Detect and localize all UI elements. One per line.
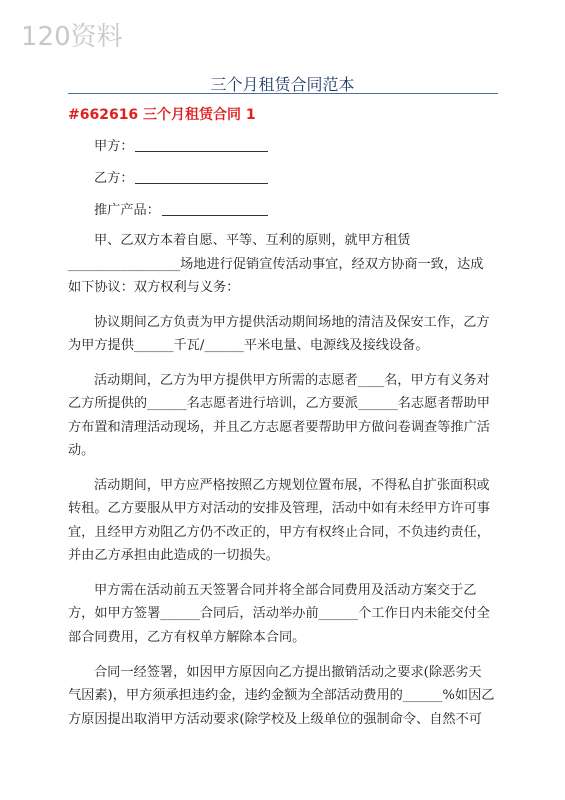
body-line: 方原因提出取消甲方活动要求(除学校及上级单位的强制命令、自然不可 — [68, 712, 482, 727]
watermark: 120资料 — [21, 22, 123, 52]
section-heading: #662616 三个月租赁合同 1 — [68, 107, 256, 123]
body-line: 动。 — [68, 443, 95, 458]
body-line: 活动期间，甲方应严格按照乙方规划位置布展，不得私自扩张面积或 — [94, 478, 490, 493]
body-line: 如下协议：双方权利与义务： — [68, 280, 240, 295]
body-line: 方，如甲方签署______合同后，活动举办前______个工作日内未能交付全 — [68, 606, 490, 621]
party-b-label: 乙方： — [94, 171, 134, 186]
body-line: 气因素)，甲方须承担违约金，违约金额为全部活动费用的______%如因乙 — [68, 688, 495, 703]
document-title: 三个月租赁合同范本 — [210, 75, 355, 94]
body-line: 方布置和清理活动现场，并且乙方志愿者要帮助甲方做问卷调查等推广活 — [68, 420, 490, 435]
body-line: 转租。乙方要服从甲方对活动的安排及管理，活动中如有未经甲方许可事 — [68, 501, 490, 516]
body-line: 并由乙方承担由此造成的一切损失。 — [68, 548, 279, 563]
product-blank — [162, 215, 268, 216]
body-line: 甲、乙双方本着自愿、平等、互利的原则，就甲方租赁 — [94, 233, 411, 248]
party-b-blank — [135, 183, 268, 184]
body-line: 协议期间乙方负责为甲方提供活动期间场地的清洁及保安工作，乙方 — [94, 315, 490, 330]
body-line: 合同一经签署，如因甲方原因向乙方提出撤销活动之要求(除恶劣天 — [94, 665, 482, 680]
party-a-label: 甲方： — [94, 139, 134, 154]
product-label: 推广产品： — [94, 203, 160, 218]
body-line: 部合同费用，乙方有权单方解除本合同。 — [68, 630, 306, 645]
title-divider — [68, 93, 498, 94]
body-line: 活动期间，乙方为甲方提供甲方所需的志愿者____名，甲方有义务对 — [94, 373, 490, 388]
body-line: 为甲方提供______千瓦/______平米电量、电源线及接线设备。 — [68, 338, 429, 353]
party-a-blank — [135, 151, 268, 152]
body-line: 宜，且经甲方劝阻乙方仍不改正的，甲方有权终止合同，不负违约责任， — [68, 525, 490, 540]
body-line: 甲方需在活动前五天签署合同并将全部合同费用及活动方案交于乙 — [94, 583, 477, 598]
body-line: 乙方所提供的______名志愿者进行培训，乙方要派______名志愿者帮助甲 — [68, 396, 490, 411]
body-line: _________________场地进行促销宣传活动事宜，经双方协商一致，达成 — [68, 257, 484, 272]
